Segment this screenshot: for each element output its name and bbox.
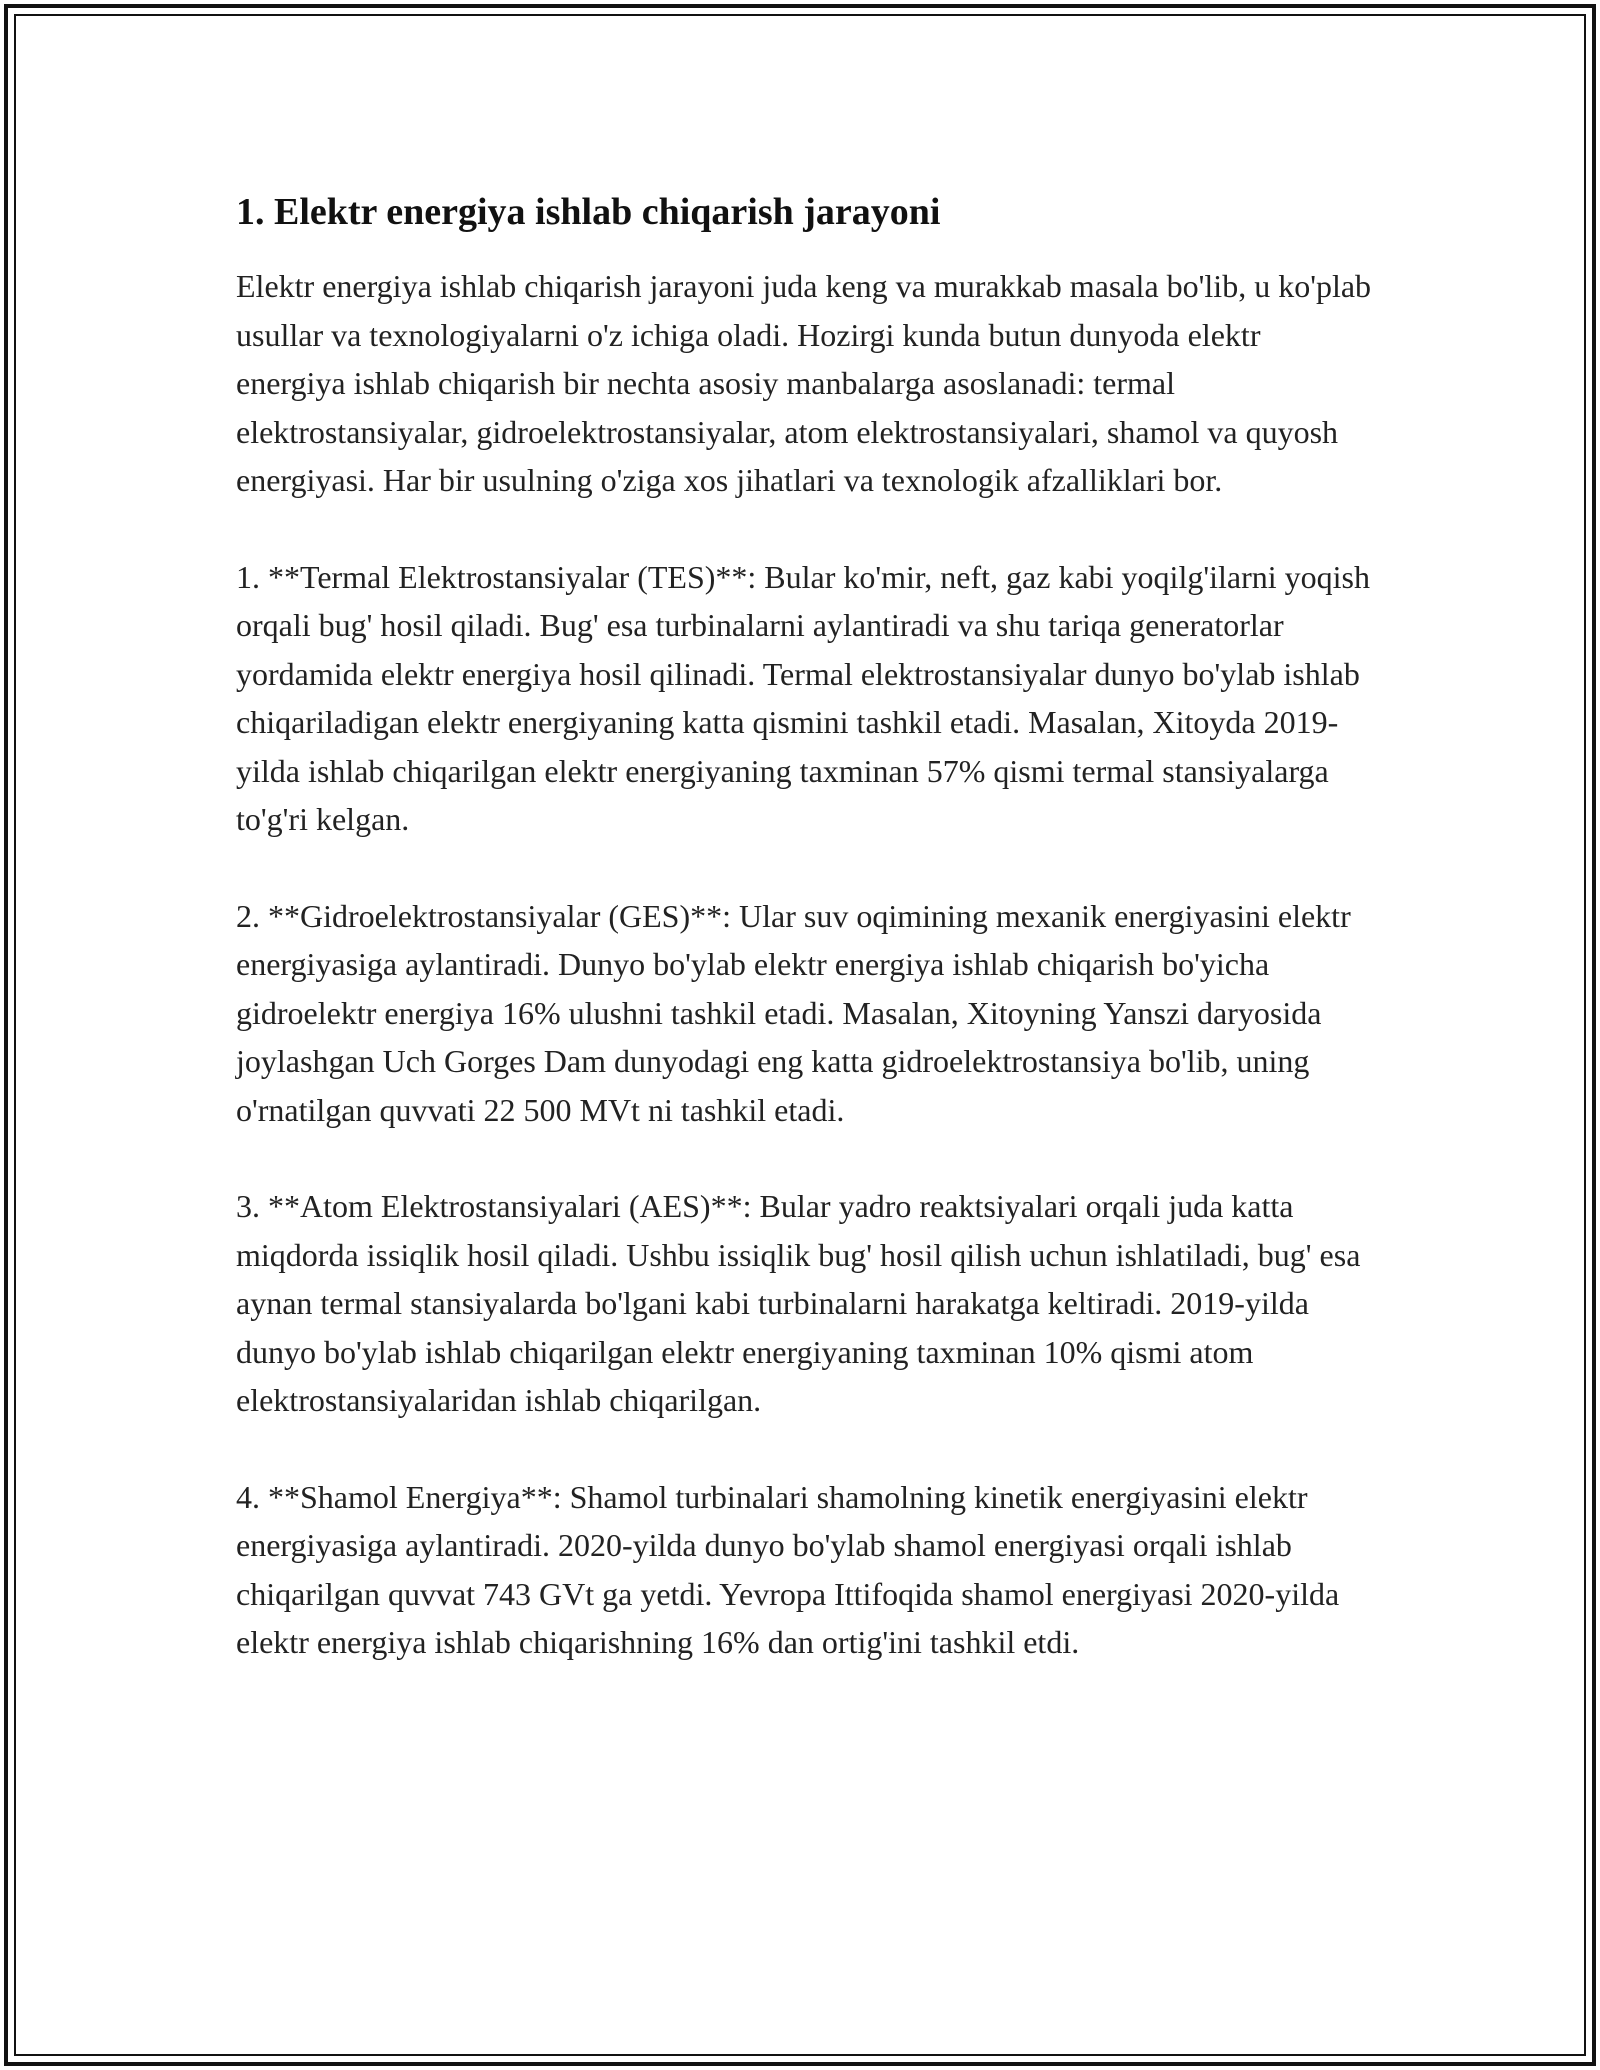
paragraph-thermal-plants: 1. **Termal Elektrostansiyalar (TES)**: Bular ko'mir, neft, gaz kabi yoqilg'ilarni yoqish orqali bug' hosil qiladi. Bug' esa turbinalarni aylantiradi va shu tariqa generatorlar yordamida elektr energiya hosil qilinadi. Termal elektrostansiyalar dunyo bo'ylab ishlab chiqariladigan elektr energiyaning katta qismini tashkil etadi. Masalan, Xitoyda 2019-yilda ishlab chiqarilgan elektr energiyaning taxminan 57% qismi termal stansiyalarga to'g'ri kelgan. [236, 558, 1370, 837]
paragraph-nuclear-plants: 3. **Atom Elektrostansiyalari (AES)**: Bular yadro reaktsiyalari orqali juda katta miqdorda issiqlik hosil qiladi. Ushbu issiqlik bug' hosil qilish uchun ishlatiladi, bug' esa aynan termal stansiyalarda bo'lgani kabi turbinalarni harakatga keltiradi. 2019-yilda dunyo bo'ylab ishlab chiqarilgan elektr energiyaning taxminan 10% qismi atom elektrostansiyalaridan ishlab chiqarilgan. [236, 1188, 1361, 1418]
paragraph-intro: Elektr energiya ishlab chiqarish jarayoni juda keng va murakkab masala bo'lib, u ko'plab usullar va texnologiyalarni o'z ichiga oladi. Hozirgi kunda butun dunyoda elektr energiya ishlab chiqarish bir nechta asosiy manbalarga asoslanadi: termal elektrostansiyalar, gidroelektrostansiyalar, atom elektrostansiyalari, shamol va quyosh energiyasi. Har bir usulning o'ziga xos jihatlari va texnologik afzalliklari bor. [236, 268, 1372, 498]
document-body [236, 186, 1376, 1715]
document-title: 1. Elektr energiya ishlab chiqarish jarayoni [236, 191, 941, 233]
paragraph-wind-energy: 4. **Shamol Energiya**: Shamol turbinalari shamolning kinetik energiyasini elektr energiyasiga aylantiradi. 2020-yilda dunyo bo'ylab shamol energiyasi orqali ishlab chiqarilgan quvvat 743 GVt ga yetdi. Yevropa Ittifoqida shamol energiyasi 2020-yilda elektr energiya ishlab chiqarishning 16% dan ortig'ini tashkil etdi. [236, 1478, 1340, 1660]
paragraph-hydro-plants: 2. **Gidroelektrostansiyalar (GES)**: Ular suv oqimining mexanik energiyasini elektr energiyasiga aylantiradi. Dunyo bo'ylab elektr energiya ishlab chiqarish bo'yicha gidroelektr energiya 16% ulushni tashkil etadi. Masalan, Xitoyning Yanszi daryosida joylashgan Uch Gorges Dam dunyodagi eng katta gidroelektrostansiya bo'lib, uning o'rnatilgan quvvati 22 500 MVt ni tashkil etadi. [236, 897, 1351, 1128]
